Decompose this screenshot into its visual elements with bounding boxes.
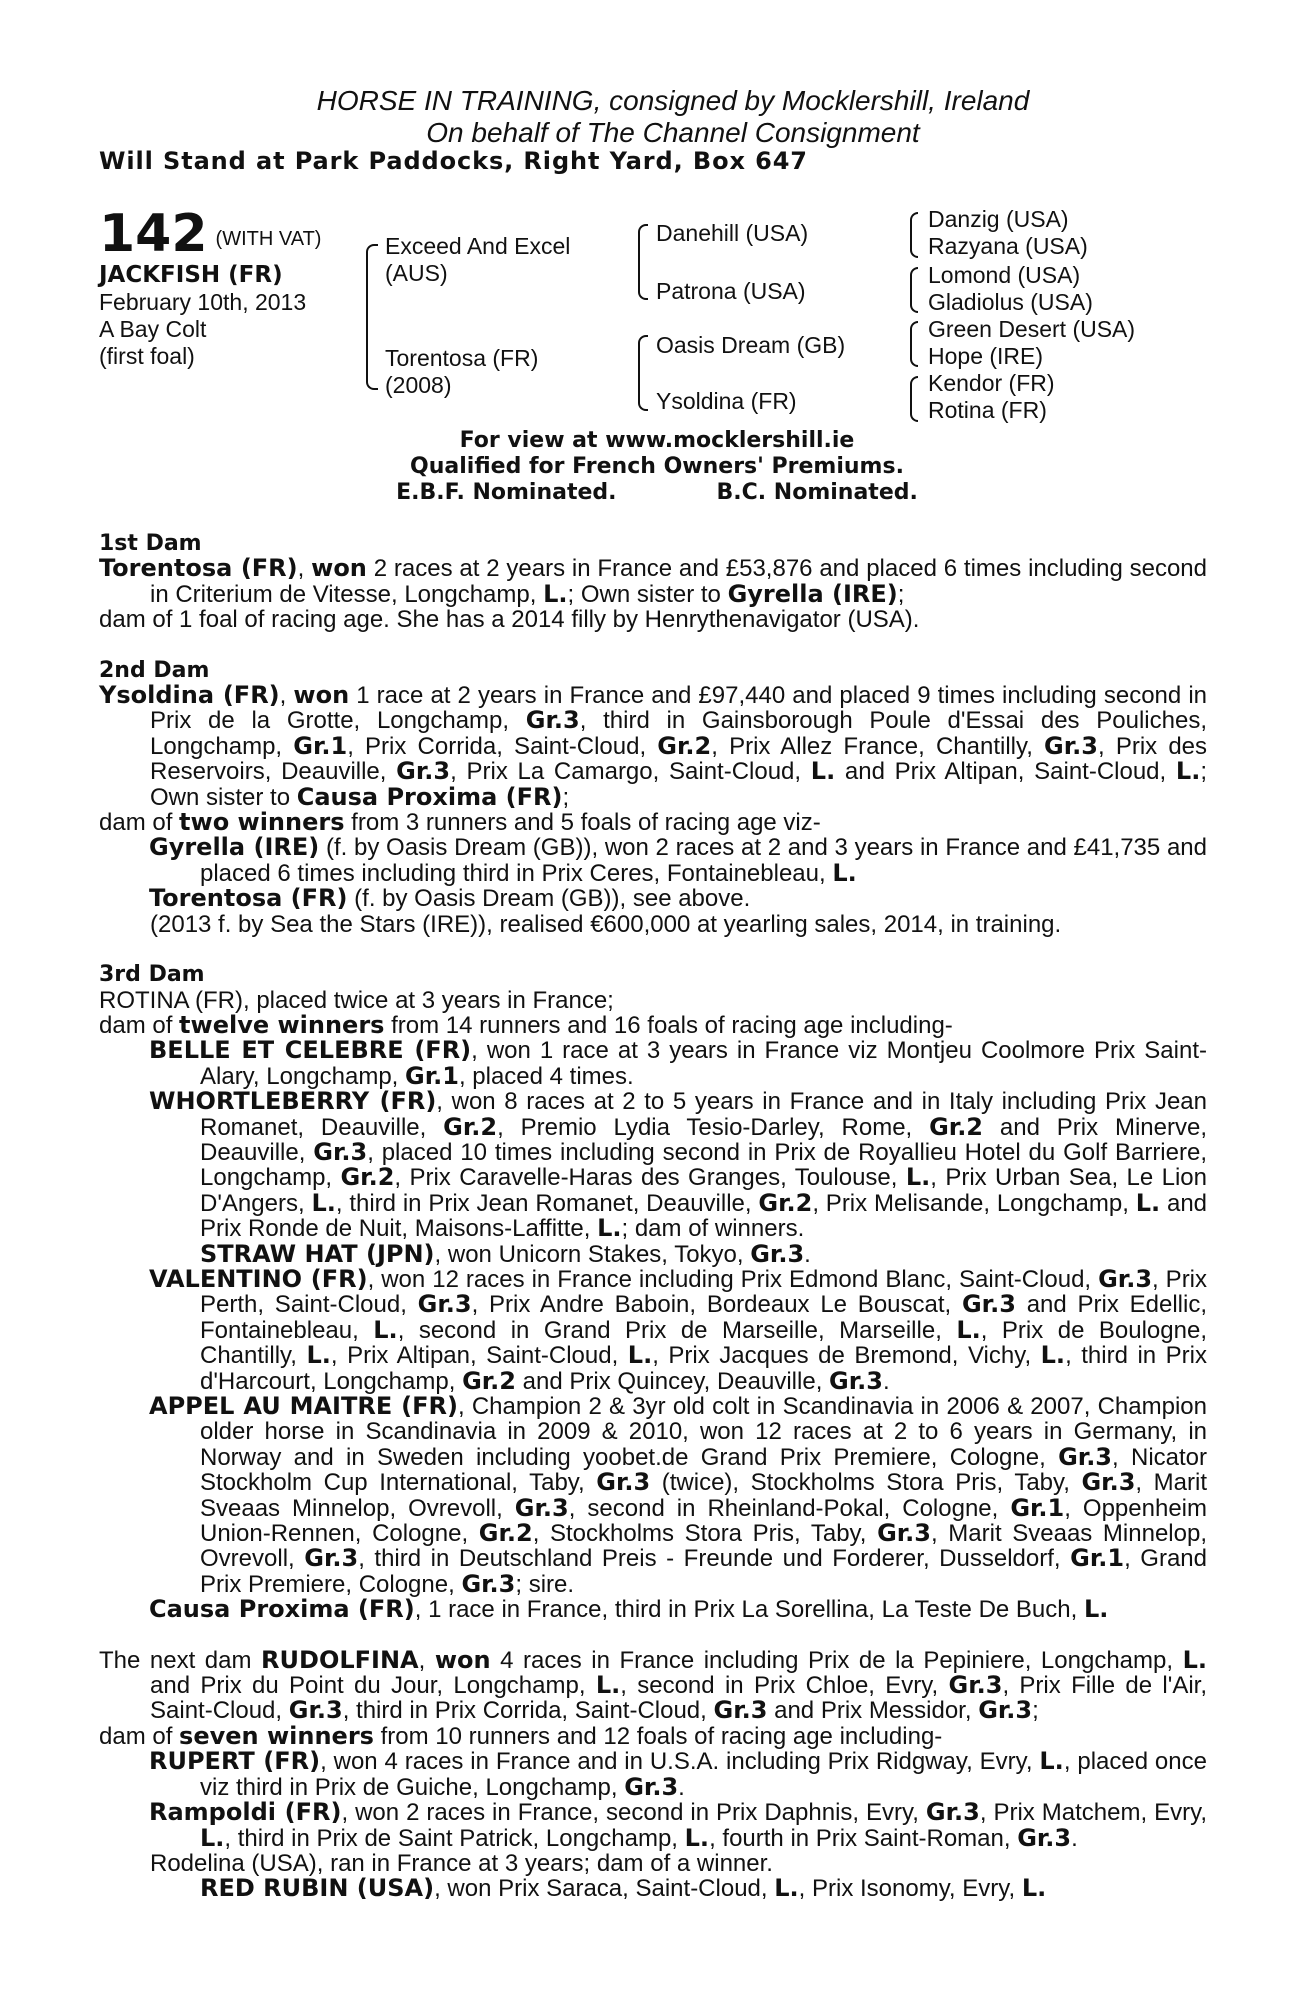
progeny-entry: Torentosa (FR) (f. by Oasis Dream (GB)), see above. [149, 884, 751, 913]
foal-note: (first foal) [99, 343, 195, 369]
view-note: For view at www.mocklershill.ie [459, 428, 855, 453]
second-dam-heading: 2nd Dam [99, 657, 210, 683]
second-dam-text: Ysoldina (FR), won 1 race at 2 years in France and £97,440 and placed 9 times including second in Prix de la Grotte, Longchamp, Gr.3, third in Gainsborough Poule d'Essai des Pouliches, Longchamp, Gr.1, Prix Corrida, Saint-Cloud, Gr.2, Prix Allez France, Chantilly, Gr.3, Prix des Reservoirs, Deauville, Gr.3, Prix La Camargo, Saint-Cloud, L. and Prix Altipan, Saint-Cloud, L.; Own sister to Causa Proxima (FR); [99, 681, 1208, 811]
lot-number: 142 [99, 204, 208, 264]
ebf-note: E.B.F. Nominated. [396, 480, 617, 505]
ggp-brace-2 [910, 267, 918, 313]
ggp-brace-4 [910, 376, 918, 422]
pedigree-brace [366, 244, 378, 390]
horse-description: A Bay Colt [99, 316, 207, 342]
sire-brace [638, 224, 648, 300]
next-dam-produce: dam of seven winners from 10 runners and 12 foals of racing age including- [99, 1721, 943, 1750]
progeny-entry: (2013 f. by Sea the Stars (IRE)), realised €600,000 at yearling sales, 2014, in training. [150, 910, 1062, 938]
horse-name: JACKFISH (FR) [99, 262, 283, 288]
first-dam-heading: 1st Dam [99, 531, 202, 556]
sire-country: (AUS) [385, 260, 448, 286]
sire-dam: Patrona (USA) [656, 278, 806, 304]
progeny-entry: VALENTINO (FR), won 12 races in France including Prix Edmond Blanc, Saint-Cloud, Gr.3, Prix Perth, Saint-Cloud, Gr.3, Prix Andre Baboin, Bordeaux Le Bouscat, Gr.3 and Prix Edellic, Fontainebleau, L., second in Grand Prix de Marseille, Marseille, L., Prix de Boulogne, Chantilly, L., Prix Altipan, Saint-Cloud, L., Prix Jacques de Bremond, Vichy, L., third in Prix d'Harcourt, Longchamp, Gr.2 and Prix Quincey, Deauville, Gr.3. [149, 1264, 1208, 1395]
catalogue-body [99, 531, 1207, 1902]
ggp-7: Kendor (FR) [928, 370, 1055, 396]
dam-sire: Oasis Dream (GB) [656, 332, 846, 358]
progeny-entry: APPEL AU MAITRE (FR), Champion 2 & 3yr old colt in Scandinavia in 2006 & 2007, Champion older horse in Scandinavia in 2009 & 2010, won 12 races at 2 to 6 years in Germany, in Norway and in Sweden including yoobet.de Grand Prix Premiere, Cologne, Gr.3, Nicator Stockholm Cup International, Taby, Gr.3 (twice), Stockholms Stora Pris, Taby, Gr.3, Marit Sveaas Minnelop, Ovrevoll, Gr.3, second in Rheinland-Pokal, Cologne, Gr.1, Oppenheim Union-Rennen, Cologne, Gr.2, Stockholms Stora Pris, Taby, Gr.3, Marit Sveaas Minnelop, Ovrevoll, Gr.3, third in Deutschland Preis - Freunde und Forderer, Dusseldorf, Gr.1, Grand Prix Premiere, Cologne, Gr.3; sire. [149, 1392, 1208, 1598]
dam-year: (2008) [385, 372, 452, 398]
ggp-brace-1 [910, 212, 918, 258]
nomination-note [0, 480, 1314, 506]
ggp-brace-3 [910, 321, 918, 367]
bc-note: B.C. Nominated. [716, 480, 918, 505]
progeny-entry: WHORTLEBERRY (FR), won 8 races at 2 to 5 years in France and in Italy including Prix Jean Romanet, Deauville, Gr.2, Premio Lydia Tesio-Darley, Rome, Gr.2 and Prix Minerve, Deauville, Gr.3, placed 10 times including second in Prix de Royallieu Hotel du Golf Barriere, Longchamp, Gr.2, Prix Caravelle-Haras des Granges, Toulouse, L., Prix Urban Sea, Le Lion D'Angers, L., third in Prix Jean Romanet, Deauville, Gr.2, Prix Melisande, Longchamp, L. and Prix Ronde de Nuit, Maisons-Laffitte, L.; dam of winners. [149, 1087, 1208, 1243]
ggp-1: Danzig (USA) [928, 206, 1069, 232]
behalf-line: On behalf of The Channel Consignment [426, 117, 920, 148]
progeny-entry: Causa Proxima (FR), 1 race in France, third in Prix La Sorellina, La Teste De Buch, L. [149, 1595, 1109, 1624]
first-dam-produce: dam of 1 foal of racing age. She has a 2014 filly by Henrythenavigator (USA). [99, 606, 920, 634]
vat-label: (WITH VAT) [215, 228, 322, 250]
dam: Torentosa (FR) [385, 345, 539, 371]
sale-notes [0, 428, 1314, 506]
progeny-entry: BELLE ET CELEBRE (FR), won 1 race at 3 years in France viz Montjeu Coolmore Prix Saint-Alary, Longchamp, Gr.1, placed 4 times. [149, 1036, 1207, 1090]
grand-progeny-entry: RED RUBIN (USA), won Prix Saraca, Saint-Cloud, L., Prix Isonomy, Evry, L. [200, 1874, 1047, 1903]
grand-progeny-entry: STRAW HAT (JPN), won Unicorn Stakes, Tokyo, Gr.3. [200, 1239, 811, 1268]
consignor-line: HORSE IN TRAINING, consigned by Mocklershill, Ireland [316, 85, 1030, 116]
second-dam-produce: dam of two winners from 3 runners and 5 foals of racing age viz- [99, 808, 821, 837]
first-dam-text: Torentosa (FR), won 2 races at 2 years in France and £53,876 and placed 6 times including second in Criterium de Vitesse, Longchamp, L.; Own sister to Gyrella (IRE); [99, 554, 1208, 608]
lot-block [99, 206, 349, 370]
sire: Exceed And Excel [385, 233, 571, 259]
progeny-entry: Rampoldi (FR), won 2 races in France, second in Prix Daphnis, Evry, Gr.3, Prix Matchem, Evry, L., third in Prix de Saint Patrick, Longchamp, L., fourth in Prix Saint-Roman, Gr.3. [149, 1798, 1207, 1852]
ggp-2: Razyana (USA) [928, 233, 1088, 259]
progeny-entry: RUPERT (FR), won 4 races in France and in U.S.A. including Prix Ridgway, Evry, L., placed once viz third in Prix de Guiche, Longchamp, Gr.3. [149, 1747, 1207, 1801]
ggp-8: Rotina (FR) [928, 397, 1047, 423]
third-dam-heading: 3rd Dam [99, 962, 205, 988]
ggp-3: Lomond (USA) [928, 262, 1081, 288]
catalogue-header [0, 85, 1314, 175]
location-line: Will Stand at Park Paddocks, Right Yard, Box 647 [99, 147, 808, 175]
ggp-6: Hope (IRE) [928, 343, 1044, 369]
progeny-entry: Rodelina (USA), ran in France at 3 years; dam of a winner. [150, 1849, 773, 1877]
foaling-date: February 10th, 2013 [99, 289, 307, 315]
ggp-5: Green Desert (USA) [928, 316, 1136, 342]
ggp-4: Gladiolus (USA) [928, 289, 1093, 315]
third-dam-produce: dam of twelve winners from 14 runners and 16 foals of racing age including- [99, 1010, 953, 1039]
premiums-note: Qualified for French Owners' Premiums. [410, 454, 904, 479]
dam-brace [638, 335, 648, 411]
third-dam-text: ROTINA (FR), placed twice at 3 years in France; [99, 986, 614, 1014]
dam-dam: Ysoldina (FR) [656, 388, 797, 414]
sire-sire: Danehill (USA) [656, 220, 809, 246]
progeny-entry: Gyrella (IRE) (f. by Oasis Dream (GB)), won 2 races at 2 and 3 years in France and £41,735 and placed 6 times including third in Prix Ceres, Fontainebleau, L. [149, 833, 1207, 887]
next-dam-text: The next dam RUDOLFINA, won 4 races in France including Prix de la Pepiniere, Longchamp, L. and Prix du Point du Jour, Longchamp, L., second in Prix Chloe, Evry, Gr.3, Prix Fille de l'Air, Saint-Cloud, Gr.3, third in Prix Corrida, Saint-Cloud, Gr.3 and Prix Messidor, Gr.3; [99, 1645, 1207, 1725]
